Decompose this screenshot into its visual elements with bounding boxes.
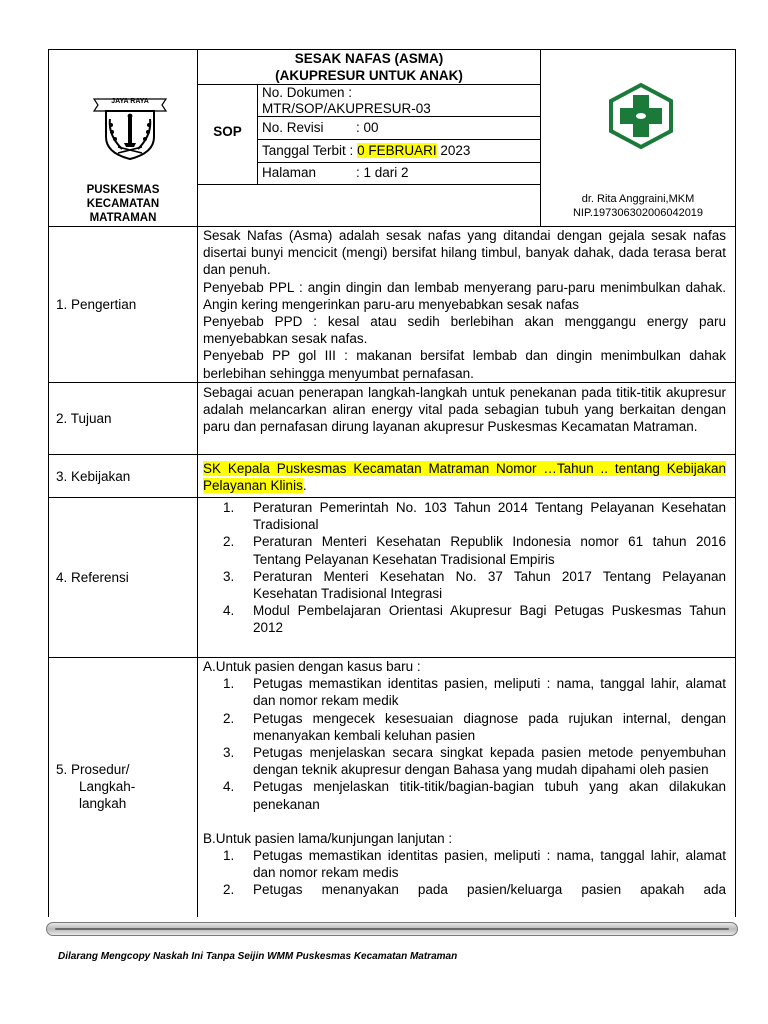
- list-item: 1. Petugas memastikan identitas pasien, meliputi : nama, tanggal lahir, alamat dan nomor rekam medik: [223, 676, 726, 709]
- list-item: 2. Petugas mengecek kesesuaian diagnose pada rujukan internal, dengan menanyakan kembali keluhan pasien: [223, 710, 726, 743]
- section-body-tujuan: Sebagai acuan penerapan langkah-langkah untuk penekanan pada titik-titik akupresur adalah melancarkan aliran energy vital pada sebagian tubuh yang berkaitan dengan paru dan pernafasan dirung layanan akupresur Puskesmas Kecamatan Matraman.: [203, 385, 726, 435]
- kebijakan-highlight: SK Kepala Puskesmas Kecamatan Matraman Nomor …Tahun .. tentang Kebijakan Pelayanan Klinis: [203, 461, 726, 494]
- issue-date-highlight: 0 FEBRUARI: [357, 143, 437, 158]
- revision-value: : 00: [356, 120, 379, 135]
- org-line-3: MATRAMAN: [89, 212, 157, 224]
- signer-nip: NIP.197306302006042019: [572, 207, 704, 219]
- list-item: 1. Petugas memastikan identitas pasien, meliputi : nama, tanggal lahir, alamat dan nomor rekam medis: [223, 848, 726, 881]
- doc-number-value: MTR/SOP/AKUPRESUR-03: [262, 101, 431, 116]
- section-body-kebijakan: [203, 460, 726, 494]
- list-item: 4. Petugas menjelaskan titik-titik/bagian-bagian tubuh yang akan dilakukan penekanan: [223, 779, 726, 812]
- referensi-list: [203, 499, 726, 637]
- section-body-prosedur: [203, 658, 726, 899]
- revision-label: No. Revisi: [262, 120, 324, 135]
- group-a-list: [203, 675, 726, 813]
- section-label-pengertian: 1. Pengertian: [56, 297, 137, 312]
- list-item: 3. Peraturan Menteri Kesehatan No. 37 Tahun 2017 Tentang Pelayanan Kesehatan Tradisional Integrasi: [223, 568, 726, 602]
- section-body-pengertian: [203, 227, 726, 382]
- org-line-2: KECAMATAN: [86, 198, 160, 210]
- section-label-kebijakan: 3. Kebijakan: [56, 469, 131, 484]
- group-a-title: A.Untuk pasien dengan kasus baru :: [203, 659, 421, 674]
- org-line-1: PUSKESMAS: [86, 184, 160, 196]
- prosedur-label-line: 5. Prosedur/: [56, 762, 130, 777]
- signer-block: [541, 192, 735, 220]
- group-b-title: B.Untuk pasien lama/kunjungan lanjutan :: [203, 830, 453, 846]
- organization-name: [49, 183, 197, 225]
- section-label-tujuan: 2. Tujuan: [56, 411, 112, 426]
- page-value: : 1 dari 2: [356, 165, 409, 180]
- title-line-1: SESAK NAFAS (ASMA): [294, 51, 444, 66]
- kebijakan-tail: .: [302, 478, 307, 494]
- issue-date-year: 2023: [436, 143, 471, 158]
- prosedur-label-line: langkah: [79, 796, 127, 812]
- page-label: Halaman: [262, 165, 317, 180]
- list-item: 2. Petugas menanyakan pada pasien/keluarga pasien apakah ada: [223, 882, 726, 898]
- issue-date-label: Tanggal Terbit :: [262, 143, 354, 158]
- list-item: 2. Peraturan Menteri Kesehatan Republik Indonesia nomor 61 tahun 2016 Tentang Pelayanan Kesehatan Tradisional Empiris: [223, 534, 726, 567]
- pengertian-paragraph: Sesak Nafas (Asma) adalah sesak nafas yang ditandai dengan gejala sesak nafas disertai bunyi mencicit (mengi) bersifat hilang timbul, banyak dahak, dada terasa berat dan penuh.: [203, 228, 726, 278]
- puskesmas-logo-icon: [607, 83, 675, 149]
- footer-divider: [46, 922, 738, 936]
- section-label-prosedur: [56, 761, 135, 813]
- section-label-referensi: 4. Referensi: [56, 570, 129, 585]
- pengertian-paragraph: Penyebab PP gol III : makanan bersifat lembab dan dingin menimbulkan dahak berlebihan sehingga menyumbat pernafasan.: [203, 348, 726, 381]
- pengertian-paragraph: Penyebab PPD : kesal atau sedih berlebihan akan menggangu energy paru menyebabkan sesak nafas.: [203, 314, 726, 347]
- list-item: 1. Peraturan Pemerintah No. 103 Tahun 2014 Tentang Pelayanan Kesehatan Tradisional: [223, 500, 726, 533]
- prosedur-label-line: Langkah-: [79, 779, 136, 795]
- signer-name: dr. Rita Anggraini,MKM: [581, 193, 695, 205]
- list-item: 4. Modul Pembelajaran Orientasi Akupresur Bagi Petugas Puskesmas Tahun 2012: [223, 603, 726, 636]
- sop-label: SOP: [213, 124, 242, 139]
- footer-note: Dilarang Mengcopy Naskah Ini Tanpa Seijin WMM Puskesmas Kecamatan Matraman: [58, 951, 458, 962]
- section-body-referensi: [203, 499, 726, 637]
- doc-number-label: No. Dokumen :: [262, 85, 353, 100]
- document-title: [198, 50, 540, 84]
- title-line-2: (AKUPRESUR UNTUK ANAK): [275, 68, 463, 83]
- jaya-raya-text: JAYA RAYA: [111, 98, 149, 105]
- pengertian-paragraph: Penyebab PPL : angin dingin dan lembab menyerang paru-paru menimbulkan dahak. Angin kering mengerinkan paru-aru menyebabkan sesak nafas: [203, 279, 726, 312]
- group-b-list: [203, 847, 726, 899]
- list-item: 3. Petugas menjelaskan secara singkat kepada pasien metode penyembuhan dengan teknik akupresur dengan Bahasa yang mudah dipahami oleh pasien: [223, 745, 726, 778]
- issue-date: [262, 142, 470, 159]
